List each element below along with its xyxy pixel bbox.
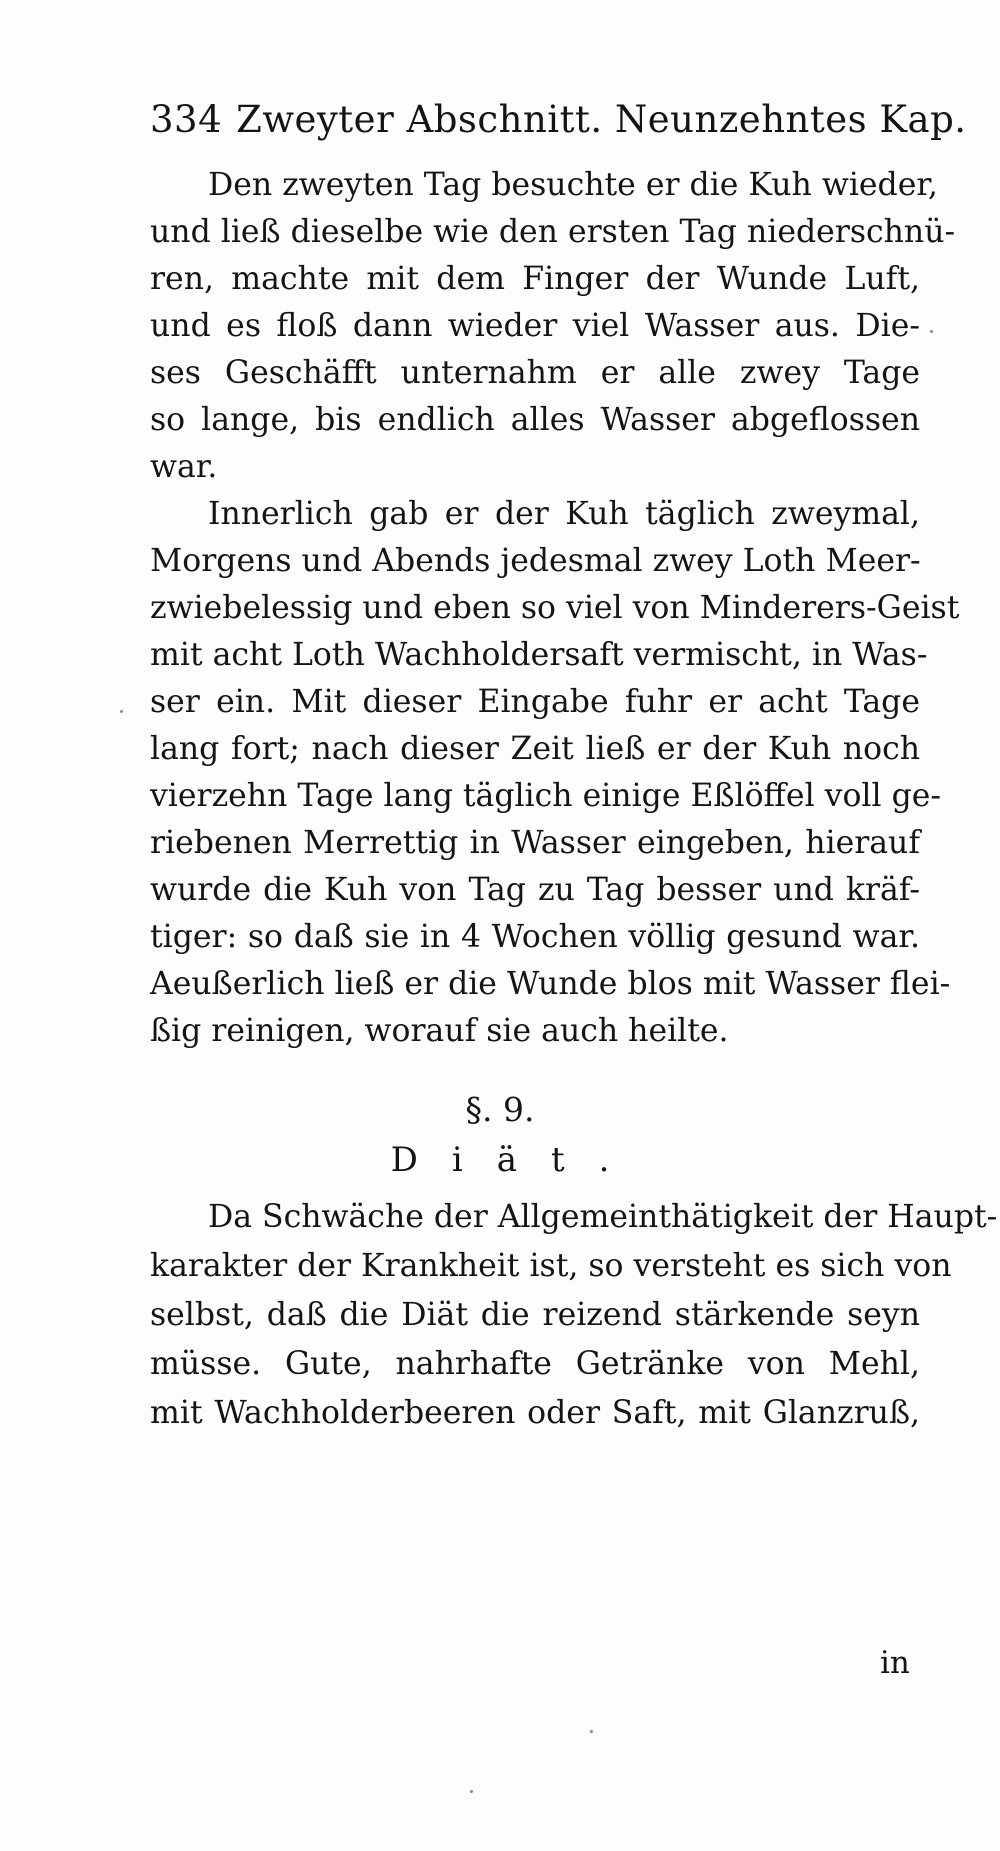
text-line: mit Wachholderbeeren oder Saft, mit Glanzruß, [150, 1395, 920, 1431]
text-line: Da Schwäche der Allgemeinthätigkeit der Haupt- [208, 1199, 998, 1235]
page-header [150, 95, 967, 145]
paper-speck [930, 330, 933, 333]
text-line: Den zweyten Tag besuchte er die Kuh wieder, [208, 167, 938, 203]
text-line: ses Geschäfft unternahm er alle zwey Tage [150, 355, 920, 391]
text-line: lang fort; nach dieser Zeit ließ er der Kuh noch [150, 731, 920, 767]
section-number: §. 9. [465, 1090, 535, 1129]
text-line: mit acht Loth Wachholdersaft vermischt, in Was- [150, 637, 928, 673]
running-title: Zweyter Abschnitt. Neunzehntes Kap. [236, 98, 967, 141]
text-line: tiger: so daß sie in 4 Wochen völlig gesund war. [150, 919, 920, 955]
text-line: ser ein. Mit dieser Eingabe fuhr er acht Tage [150, 684, 920, 720]
text-line: ßig reinigen, worauf sie auch heilte. [150, 1013, 729, 1049]
catchword: in [880, 1645, 910, 1681]
text-line: Innerlich gab er der Kuh täglich zweymal, [208, 496, 920, 532]
text-line: Morgens und Abends jedesmal zwey Loth Meer- [150, 543, 921, 579]
text-line: müsse. Gute, nahrhafte Getränke von Mehl, [150, 1346, 920, 1382]
text-line: karakter der Krankheit ist, so versteht es sich von [150, 1248, 952, 1284]
text-line: zwiebelessig und eben so viel von Minderers-Geist [150, 590, 960, 626]
text-line: so lange, bis endlich alles Wasser abgeflossen [150, 402, 920, 438]
paper-speck [120, 710, 123, 713]
text-line: vierzehn Tage lang täglich einige Eßlöffel voll ge- [150, 778, 942, 814]
text-line: wurde die Kuh von Tag zu Tag besser und kräf- [150, 872, 920, 908]
text-line: selbst, daß die Diät die reizend stärkende seyn [150, 1297, 920, 1333]
paper-speck [590, 1730, 593, 1733]
page-number: 334 [150, 98, 223, 141]
text-line: Aeußerlich ließ er die Wunde blos mit Wasser flei- [150, 966, 951, 1002]
text-line: und ließ dieselbe wie den ersten Tag niederschnü- [150, 214, 956, 250]
section-title: Diät. [390, 1140, 644, 1180]
text-line: war. [150, 449, 218, 485]
paper-speck [470, 1790, 473, 1793]
text-line: ren, machte mit dem Finger der Wunde Luft, [150, 261, 920, 297]
text-line: riebenen Merrettig in Wasser eingeben, hierauf [150, 825, 920, 861]
text-line: und es floß dann wieder viel Wasser aus. Die- [150, 308, 920, 344]
